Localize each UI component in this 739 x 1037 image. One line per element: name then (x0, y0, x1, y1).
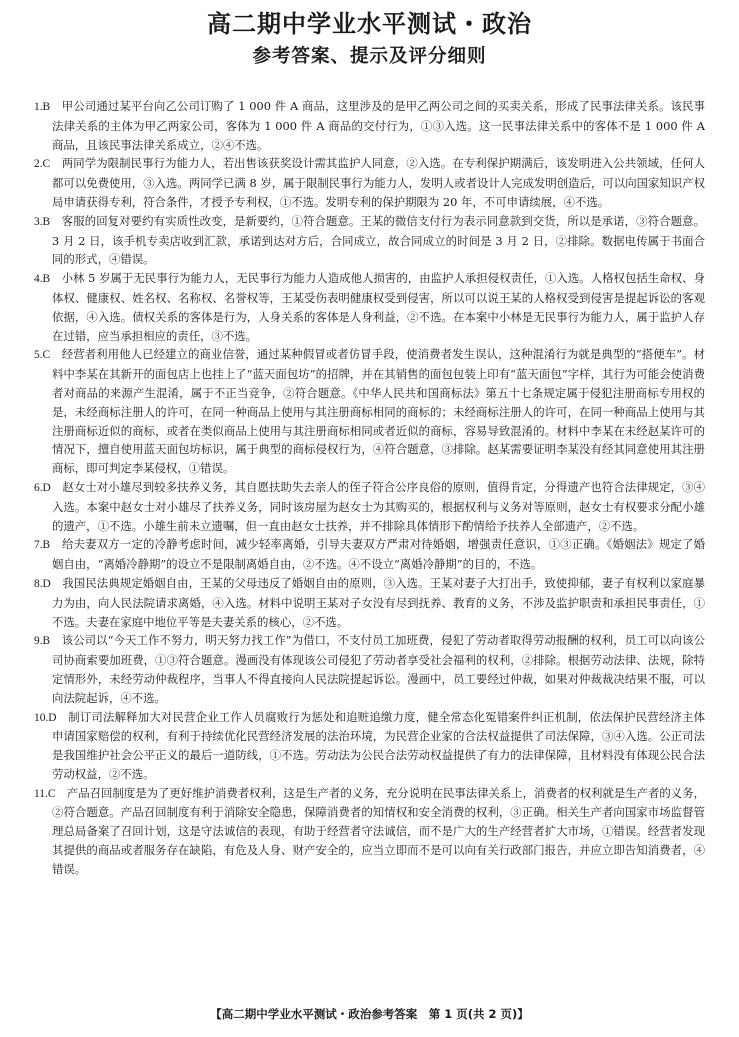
answer-item-4 (34, 269, 705, 345)
answer-item-6 (34, 478, 705, 535)
answer-number: 6.D (34, 481, 51, 494)
answer-explanation: 赵女士对小雄尽到较多扶养义务，其自愿扶助失去亲人的侄子符合公序良俗的原则，值得肯定，分得遗产也符合法律规定，③④入选。本案中赵女士对小雄尽了扶养义务，同时该房屋为赵女士为其购买的，根据权利与义务对等原则，赵女士有权要求分配小雄的遗产，①不选。小雄生前未立遗嘱，但一直由赵女士扶养，并不排除具体情形下酌情给予扶养人全部遗产，②不选。 (52, 479, 705, 533)
answer-explanation: 产品召回制度是为了更好维护消费者权利，这是生产者的义务，充分说明在民事法律关系上，消费者的权利就是生产者的义务，②符合题意。产品召回制度有利于消除安全隐患，保障消费者的知情权和安全消费的权利，③正确。相关生产者向国家市场监督管理总局备案了召回计划，这是守法诚信的表现，有助于经营者守法诚信，而不是广大的生产经营者扩大市场，①错误。经营者发现其提供的商品或者服务存在缺陷，有危及人身、财产安全的，应当立即而不是可以向有关行政部门报告，并应立即告知消费者，④错误。 (52, 785, 705, 876)
answer-explanation: 给夫妻双方一定的冷静考虑时间，减少轻率离婚，引导夫妻双方严肃对待婚姻，增强责任意识，①③正确。《婚姻法》规定了婚姻自由，“离婚冷静期”的设立不是限制离婚自由，②不选。④不设立“离婚冷静期”的目的，不选。 (52, 537, 705, 572)
answer-number: 8.D (34, 577, 51, 590)
answer-explanation: 经营者利用他人已经建立的商业信誉，通过某种假冒或者仿冒手段，使消费者发生误认，这种混淆行为就是典型的“搭便车”。材料中李某在其新开的面包店上也挂上了“蓝天面包坊”的招牌，并在其销售的面包包装上印有“蓝天面包”字样，其行为可能会使消费者对商品的来源产生混淆，属于不正当竞争，②符合题意。《中华人民共和国商标法》第五十七条规定属于侵犯注册商标专用权的是，未经商标注册人的许可，在同一种商品上使用与其注册商标相同的商标的；未经商标注册人的许可，在同一种商品上使用与其注册商标近似的商标，或者在类似商品上使用与其注册商标相同或者近似的商标，容易导致混淆的。材料中李某在未经赵某许可的情况下，擅自使用蓝天面包坊标识，属于典型的商标侵权行为，④符合题意，③排除。赵某需要证明李某没有经其同意使用其注册商标，即可判定李某侵权，①错误。 (52, 347, 705, 476)
answer-explanation: 客服的回复对要约有实质性改变，是新要约，①符合题意。王某的微信支付行为表示同意款到交货，所以是承诺，③符合题意。3 月 2 日，该手机专卖店收到汇款，承诺到达对方后，合同成立，故合同成立的时间是 3 月 2 日，②排除。数据电传属于书面合同的形式，④错误。 (52, 213, 705, 267)
answer-number: 1.B (34, 101, 51, 113)
answer-number: 4.B (34, 273, 51, 286)
answer-explanation: 两同学为限制民事行为能力人，若出售该获奖设计需其监护人同意，②入选。在专利保护期满后，该发明进入公共领域，任何人都可以免费使用，③入选。两同学已满 8 岁，属于限制民事行为能力人，发明人或者设计人完成发明创造后，可以向国家知识产权局申请获得专利，符合条件，才授予专利权，①不选。发明专利的保护期限为 20 年，不可申请续展，④不选。 (52, 156, 705, 209)
answer-number: 5.C (34, 349, 51, 362)
answer-number: 7.B (34, 539, 51, 552)
answer-explanation: 甲公司通过某平台向乙公司订购了 1 000 件 A 商品，这里涉及的是甲乙两公司之间的买卖关系，形成了民事法律关系。该民事法律关系的主体为甲乙两家公司，客体为 1 000 件 A 商品的交付行为，①③入选。这一民事法律关系中的客体不是 1 000 件 A 商品，且该民事法律关系成立，②④不选。 (52, 99, 705, 152)
answer-item-11 (34, 784, 705, 879)
page-subtitle: 参考答案、提示及评分细则 (252, 46, 487, 67)
answer-item-1 (34, 97, 705, 154)
answer-number: 11.C (34, 787, 56, 800)
answer-explanation: 制订司法解释加大对民营企业工作人员腐败行为惩处和追赃追缴力度，健全常态化冤错案件纠正机制，依法保护民营经济主体申请国家赔偿的权利，有利于持续优化民营经济发展的法治环境，为民营企业家的合法权益提供了司法保障，③④入选。公正司法是我国维护社会公平正义的最后一道防线，①不选。劳动法为公民合法劳动权益提供了有力的法律保障，且材料没有体现公民合法劳动权益，②不选。 (52, 709, 705, 781)
answer-item-5 (34, 345, 705, 478)
answer-number: 2.C (34, 158, 51, 171)
answer-explanation: 小林 5 岁属于无民事行为能力人，无民事行为能力人造成他人损害的，由监护人承担侵权责任，①入选。人格权包括生命权、身体权、健康权、姓名权、名称权、名誉权等，王某受伤表明健康权受到侵害，所以可以说王某的人格权受到侵害是提起诉讼的客观依据，④入选。债权关系的客体是行为，人身关系的客体是人身利益，②不选。在本案中小林是无民事行为能力人，属于监护人存在过错，应当承担相应的责任，③不选。 (52, 271, 705, 343)
answer-item-7 (34, 535, 705, 574)
answer-item-2 (34, 154, 705, 211)
answer-item-9 (34, 631, 705, 707)
answer-number: 10.D (34, 711, 57, 724)
answer-list (34, 97, 705, 879)
answer-item-10 (34, 708, 705, 784)
page-title: 高二期中学业水平测试・政治 (207, 10, 532, 38)
answer-number: 3.B (34, 215, 51, 228)
page-footer: 【高二期中学业水平测试・政治参考答案 第 1 页(共 2 页)】 (210, 1007, 529, 1021)
answer-item-8 (34, 574, 705, 631)
answer-number: 9.B (34, 635, 51, 648)
answer-item-3 (34, 212, 705, 269)
answer-explanation: 该公司以“今天工作不努力，明天努力找工作”为借口，不支付员工加班费，侵犯了劳动者取得劳动报酬的权利，员工可以向该公司协商索要加班费，①③符合题意。漫画没有体现该公司侵犯了劳动者享受社会福利的权利，②排除。根据劳动法律、法规，除特定情形外，未经劳动仲裁程序，当事人不得直接向人民法院提起诉讼。漫画中，员工要经过仲裁，如果对仲裁裁决结果不服，可以向法院起诉，④不选。 (52, 633, 705, 705)
answer-explanation: 我国民法典规定婚姻自由，王某的父母违反了婚姻自由的原则，③入选。王某对妻子大打出手，致使抑郁，妻子有权利以家庭暴力为由，向人民法院请求离婚，④入选。材料中说明王某对子女没有尽到抚养、教育的义务，不涉及监护职责和承担民事责任，①不选。夫妻在家庭中地位平等是夫妻关系的核心，②不选。 (52, 575, 705, 629)
